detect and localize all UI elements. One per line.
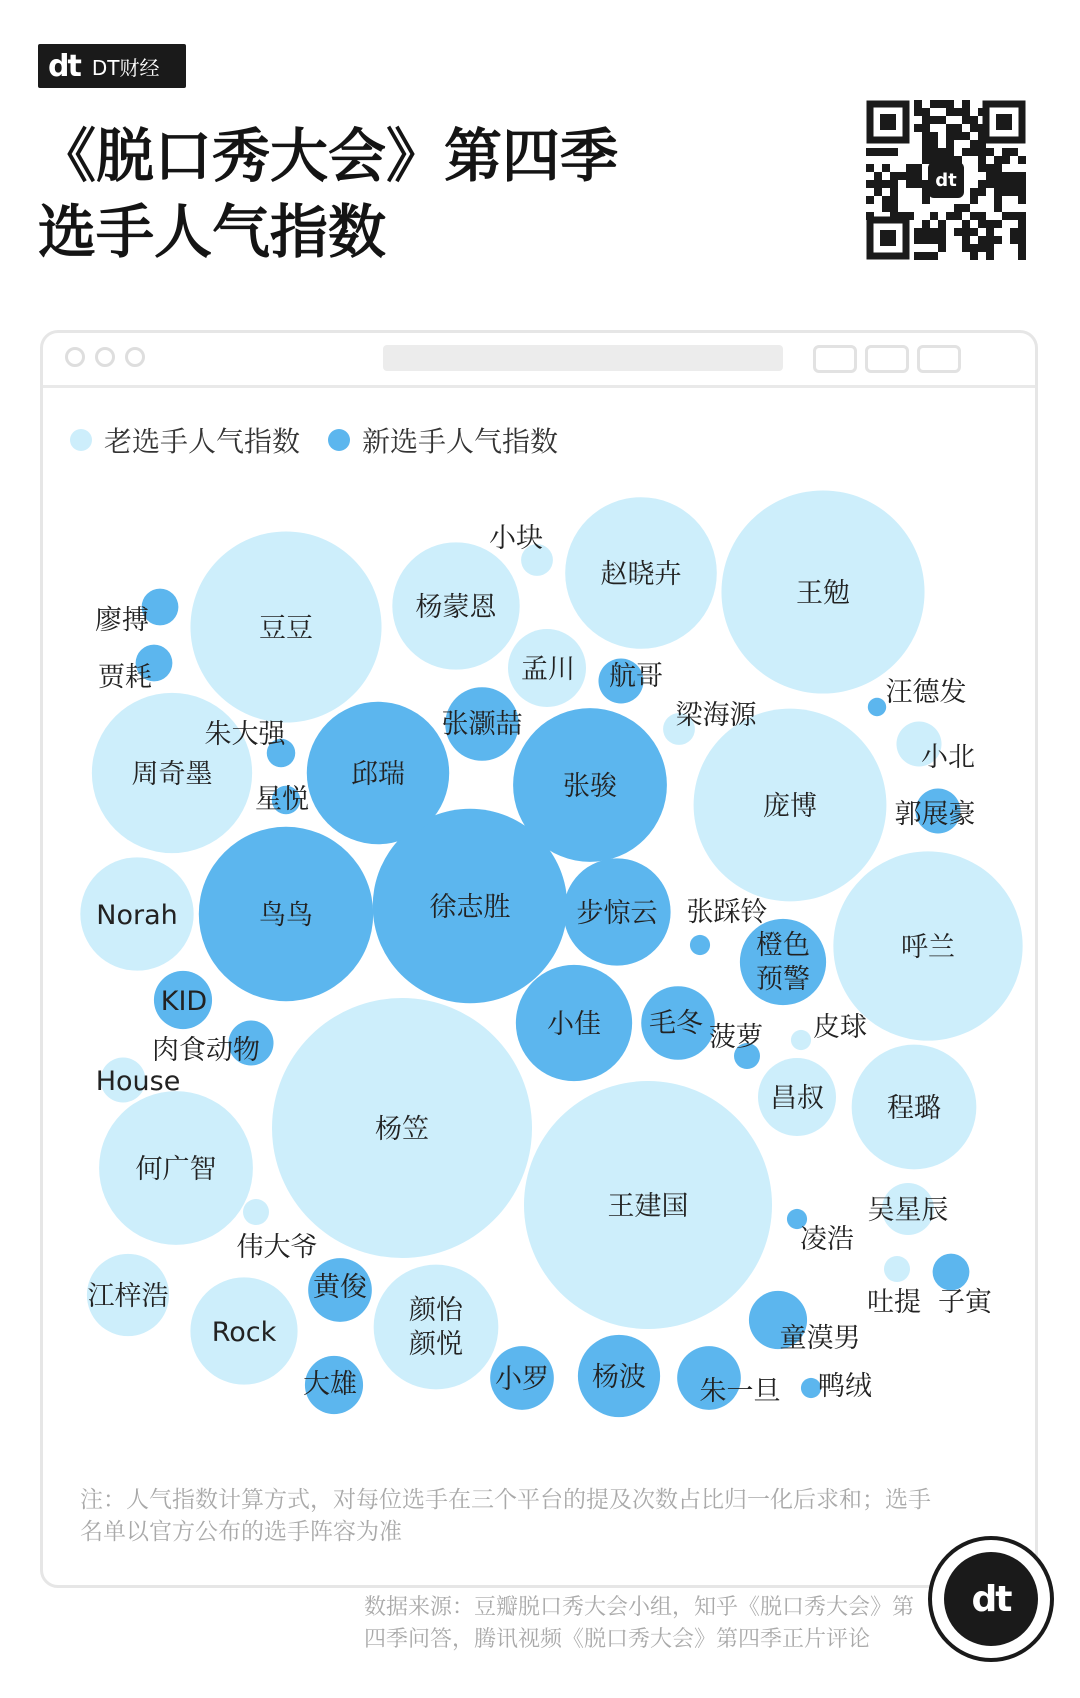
svg-text:dt: dt — [935, 170, 957, 191]
bubble-label-小佳: 小佳 — [547, 1009, 601, 1040]
bubble-label-赵晓卉: 赵晓卉 — [600, 559, 682, 590]
bubble-label-星悦: 星悦 — [255, 784, 309, 815]
bubble-label-大雄: 大雄 — [303, 1369, 357, 1400]
bubble-label-程璐: 程璐 — [887, 1093, 941, 1124]
bubble-label-朱一旦: 朱一旦 — [699, 1376, 781, 1407]
bubble-label-孟川: 孟川 — [521, 654, 575, 685]
bubble-皮球 — [791, 1030, 811, 1050]
legend-label-old: 老选手人气指数 — [104, 425, 301, 458]
bubble-label-凌浩: 凌浩 — [800, 1224, 854, 1255]
bubble-label-郭展豪: 郭展豪 — [894, 799, 976, 830]
dt-badge-icon — [928, 1536, 1054, 1662]
bubble-label-颜怡颜悦: 颜怡颜悦 — [409, 1295, 463, 1360]
brand-name: DT财经 — [91, 55, 160, 80]
bubble-label-王勉: 王勉 — [796, 578, 850, 609]
title-line-1: 《脱口秀大会》第四季 — [38, 122, 619, 190]
bubble-伟大爷 — [243, 1199, 269, 1225]
bubble-label-小北: 小北 — [921, 742, 975, 773]
dt-logo-mark: dt — [48, 48, 80, 84]
bubble-label-童漠男: 童漠男 — [779, 1323, 861, 1354]
bubble-label-江梓浩: 江梓浩 — [87, 1281, 169, 1312]
bubble-label-鸭绒: 鸭绒 — [818, 1371, 872, 1402]
bubble-label-张灏喆: 张灏喆 — [441, 709, 523, 740]
bubble-label-王建国: 王建国 — [607, 1191, 689, 1222]
bubble-label-步惊云: 步惊云 — [576, 898, 658, 929]
bubble-label-鸟鸟: 鸟鸟 — [259, 900, 313, 931]
bubble-label-杨蒙恩: 杨蒙恩 — [415, 592, 497, 623]
bubble-label-杨笠: 杨笠 — [375, 1114, 429, 1145]
bubble-label-航哥: 航哥 — [609, 661, 663, 692]
bubble-label-朱大强: 朱大强 — [204, 719, 286, 750]
bubble-label-何广智: 何广智 — [135, 1154, 217, 1185]
bubble-label-汪德发: 汪德发 — [885, 677, 967, 708]
legend-label-new: 新选手人气指数 — [362, 425, 559, 458]
bubble-label-吴星辰: 吴星辰 — [867, 1195, 949, 1226]
title-line-2: 选手人气指数 — [38, 198, 387, 266]
bubble-label-KID: KID — [160, 986, 208, 1017]
bubble-label-昌叔: 昌叔 — [770, 1083, 824, 1114]
bubble-label-子寅: 子寅 — [938, 1287, 992, 1318]
bubble-label-肉食动物: 肉食动物 — [152, 1035, 260, 1066]
bubble-label-橙色预警: 橙色预警 — [756, 930, 810, 995]
bubble-label-黄俊: 黄俊 — [313, 1272, 367, 1303]
bubble-label-毛冬: 毛冬 — [649, 1008, 703, 1039]
bubble-label-张骏: 张骏 — [563, 771, 617, 802]
bubble-label-周奇墨: 周奇墨 — [131, 759, 213, 790]
bubble-汪德发 — [868, 698, 886, 716]
bubble-label-梁海源: 梁海源 — [675, 700, 757, 731]
bubble-label-徐志胜: 徐志胜 — [429, 892, 511, 923]
bubble-label-豆豆: 豆豆 — [259, 613, 313, 644]
bubble-子寅 — [933, 1254, 970, 1291]
bubbles-layer — [80, 490, 1022, 1417]
bubble-label-吐提: 吐提 — [867, 1287, 921, 1318]
bubble-label-House: House — [95, 1066, 181, 1097]
bubble-label-庞博: 庞博 — [763, 791, 817, 822]
bubble-颜怡颜悦 — [374, 1265, 499, 1390]
bubble-label-皮球: 皮球 — [813, 1012, 867, 1043]
bubble-label-小块: 小块 — [489, 523, 543, 554]
bubble-张踩铃 — [690, 935, 710, 955]
bubble-label-廖搏: 廖搏 — [95, 605, 149, 636]
bubble-label-Rock: Rock — [211, 1317, 277, 1348]
bubble-label-伟大爷: 伟大爷 — [236, 1232, 318, 1263]
bubble-label-贾耗: 贾耗 — [98, 662, 152, 693]
bubble-label-小罗: 小罗 — [495, 1364, 549, 1395]
bubble-label-张踩铃: 张踩铃 — [686, 897, 768, 928]
bubble-label-Norah: Norah — [96, 900, 178, 931]
bubble-label-菠萝: 菠萝 — [709, 1022, 763, 1053]
bubble-吐提 — [884, 1256, 910, 1282]
bubble-label-杨波: 杨波 — [592, 1362, 646, 1393]
dt-badge-mark: dt — [944, 1552, 1038, 1646]
data-source: 数据来源：豆瓣脱口秀大会小组，知乎《脱口秀大会》第四季问答，腾讯视频《脱口秀大会》第四季正片评论 — [364, 1595, 915, 1652]
bubble-label-邱瑞: 邱瑞 — [351, 759, 405, 790]
bubble-label-呼兰: 呼兰 — [901, 932, 955, 963]
methodology-note: 注：人气指数计算方式，对每位选手在三个平台的提及次数占比归一化后求和；选手名单以官方公布的选手阵容为准 — [80, 1487, 931, 1545]
